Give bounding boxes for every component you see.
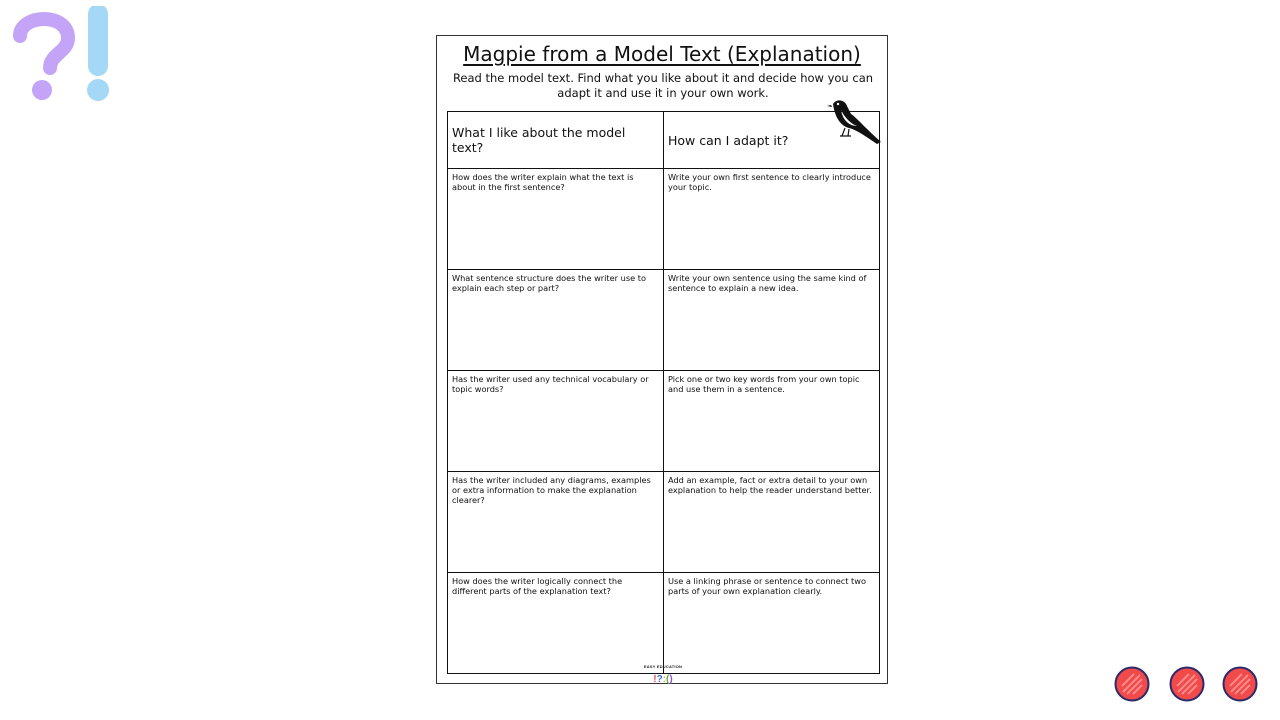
question-cell: What sentence structure does the writer use to explain each step or part? <box>448 270 664 371</box>
header-how-adapt: How can I adapt it? <box>664 112 880 169</box>
adapt-cell: Pick one or two key words from your own topic and use them in a sentence. <box>664 371 880 472</box>
magpie-table <box>447 111 880 674</box>
question-cell: Has the writer used any technical vocabulary or topic words? <box>448 371 664 472</box>
question-exclamation-icon <box>10 6 120 106</box>
logo-marks: !?:() <box>653 674 673 685</box>
easy-education-logo <box>642 664 684 685</box>
question-cell: Has the writer included any diagrams, examples or extra information to make the explanation clearer? <box>448 472 664 573</box>
nav-button-2[interactable] <box>1169 666 1205 702</box>
table-row <box>448 472 880 573</box>
logo-brand-text: EASY EDUCATION <box>643 664 683 669</box>
nav-button-1[interactable] <box>1114 666 1150 702</box>
adapt-cell: Write your own sentence using the same kind of sentence to explain a new idea. <box>664 270 880 371</box>
question-cell: How does the writer logically connect the different parts of the explanation text? <box>448 573 664 674</box>
adapt-cell: Add an example, fact or extra detail to your own explanation to help the reader understand better. <box>664 472 880 573</box>
nav-button-3[interactable] <box>1222 666 1258 702</box>
worksheet-title: Magpie from a Model Text (Explanation) <box>463 42 861 66</box>
question-cell: How does the writer explain what the text is about in the first sentence? <box>448 169 664 270</box>
adapt-cell: Use a linking phrase or sentence to connect two parts of your own explanation clearly. <box>664 573 880 674</box>
table-row <box>448 371 880 472</box>
table-row <box>448 270 880 371</box>
header-what-i-like: What I like about the model text? <box>448 112 664 169</box>
table-row <box>448 573 880 674</box>
worksheet-instructions: Read the model text. Find what you like about it and decide how you can adapt it and use it in your own work. <box>452 71 874 100</box>
adapt-cell: Write your own first sentence to clearly introduce your topic. <box>664 169 880 270</box>
table-row <box>448 169 880 270</box>
worksheet-page <box>436 35 888 684</box>
